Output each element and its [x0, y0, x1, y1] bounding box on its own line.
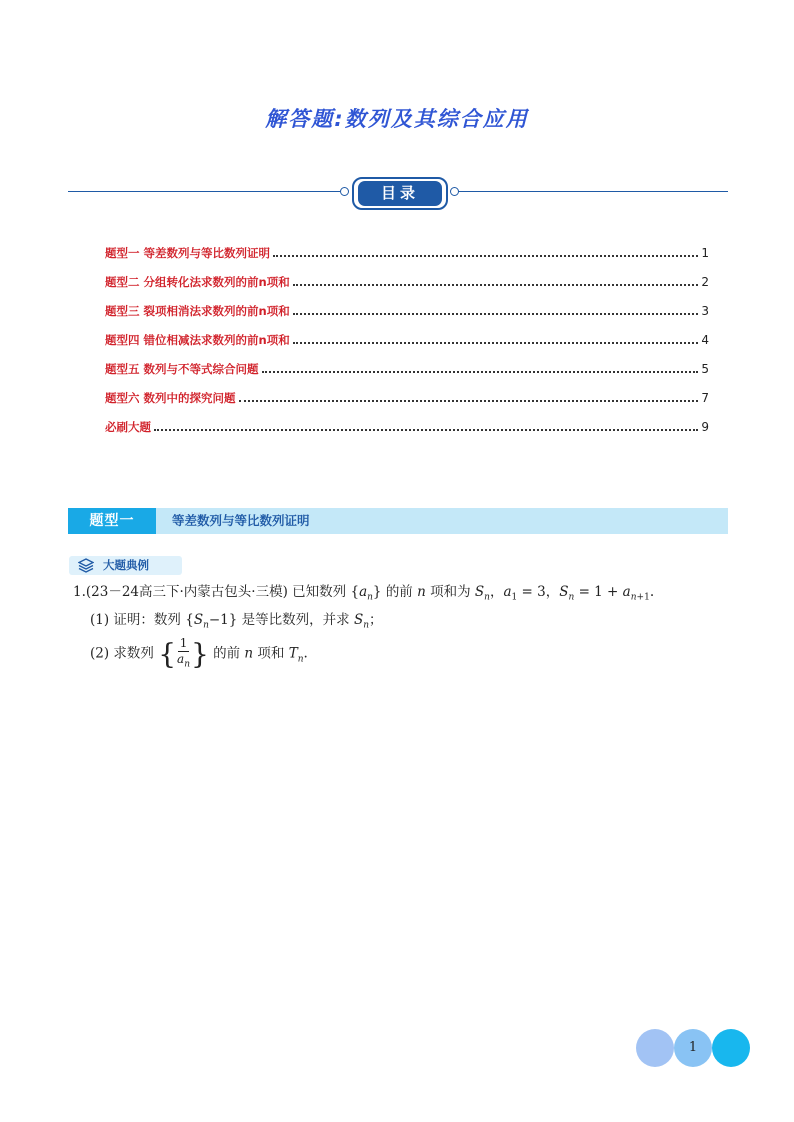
- toc-item[interactable]: [105, 354, 709, 383]
- problem-part-1: (1) 证明：数列 $\{S_n-1\}$ 是等比数列，并求 $S_n$；: [90, 612, 383, 631]
- toc-item-page: 1: [701, 245, 709, 260]
- problem-text: 已知数列: [292, 584, 347, 600]
- problem-text: 项和: [257, 645, 285, 662]
- section-tag: 题型一: [68, 508, 156, 534]
- toc-item[interactable]: [105, 325, 709, 354]
- toc-leader-dots: [154, 419, 698, 431]
- problem-source: (23－24高三下·内蒙古包头·三模): [85, 584, 288, 600]
- example-label: [69, 556, 182, 575]
- toc-item-page: 4: [701, 332, 709, 347]
- toc-item-label[interactable]: 题型三 裂项相消法求数列的前n项和: [105, 303, 290, 318]
- problem-text: (1) 证明：数列: [90, 612, 181, 628]
- toc-divider-dot-left: [340, 187, 349, 196]
- problem-part-2: (2) 求数列 { $\frac{1}{a_n}$ } 的前 n 项和 $T_n$.: [90, 636, 308, 671]
- page-number: 1: [688, 1040, 698, 1055]
- toc-item-label[interactable]: 题型四 错位相减法求数列的前n项和: [105, 332, 290, 347]
- toc-item[interactable]: [105, 296, 709, 325]
- toc-divider-left: [68, 191, 340, 192]
- table-of-contents: [105, 238, 709, 441]
- toc-item[interactable]: [105, 383, 709, 412]
- problem-text: 项和为: [430, 584, 471, 600]
- problem-text: 的前: [213, 645, 241, 662]
- toc-item-page: 5: [701, 361, 709, 376]
- decorative-circle: [636, 1029, 674, 1067]
- toc-item[interactable]: [105, 412, 709, 441]
- toc-leader-dots: [293, 332, 699, 344]
- problem-text: 是等比数列，并求: [241, 612, 350, 628]
- toc-item-page: 7: [701, 390, 709, 405]
- page-number-badge: [636, 1029, 752, 1069]
- toc-divider-dot-right: [450, 187, 459, 196]
- fraction: $\frac{1}{a_n}$: [177, 636, 190, 670]
- toc-item-page: 3: [701, 303, 709, 318]
- toc-item-page: 2: [701, 274, 709, 289]
- toc-item[interactable]: [105, 267, 709, 296]
- layers-icon: [78, 558, 94, 573]
- toc-divider-right: [458, 191, 728, 192]
- toc-leader-dots: [293, 274, 699, 286]
- problem-text: 的前: [385, 584, 413, 600]
- section-title: 等差数列与等比数列证明: [172, 513, 310, 528]
- problem-text: (2) 求数列: [90, 645, 154, 662]
- toc-leader-dots: [262, 361, 699, 373]
- toc-leader-dots: [239, 390, 699, 402]
- toc-item-page: 9: [701, 419, 709, 434]
- decorative-circle: [712, 1029, 750, 1067]
- problem-stem: 1.(23－24高三下·内蒙古包头·三模) 已知数列 $\{a_n\}$ 的前 n 项和为 $S_n$，$a_1 = 3$，$S_n = 1 + a_{n+1}$.: [73, 584, 655, 603]
- toc-item[interactable]: [105, 238, 709, 267]
- toc-item-label[interactable]: 必刷大题: [105, 419, 151, 434]
- toc-item-label[interactable]: 题型六 数列中的探究问题: [105, 390, 236, 405]
- problem-number: 1.: [73, 584, 86, 600]
- toc-leader-dots: [273, 245, 698, 257]
- toc-heading: 目录: [358, 181, 442, 206]
- toc-leader-dots: [293, 303, 699, 315]
- toc-item-label[interactable]: 题型二 分组转化法求数列的前n项和: [105, 274, 290, 289]
- section-header: [68, 508, 728, 534]
- example-label-text: 大题典例: [103, 558, 149, 572]
- document-title: 解答题:数列及其综合应用: [265, 107, 529, 131]
- toc-item-label[interactable]: 题型一 等差数列与等比数列证明: [105, 245, 271, 260]
- toc-item-label[interactable]: 题型五 数列与不等式综合问题: [105, 361, 259, 376]
